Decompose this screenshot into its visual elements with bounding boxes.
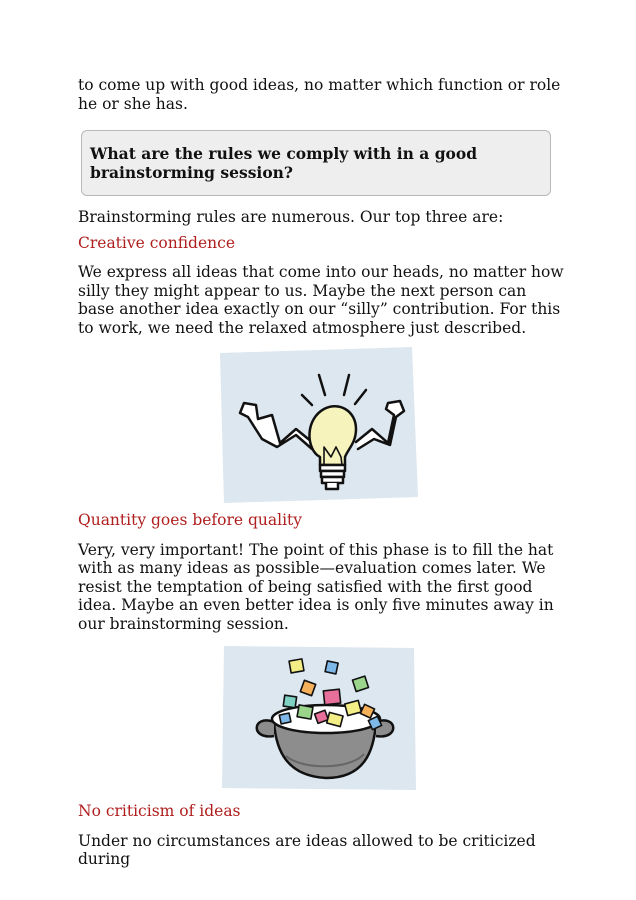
lead-paragraph: Brainstorming rules are numerous. Our top three are:	[78, 208, 504, 226]
strong-lightbulb-illustration	[214, 347, 420, 503]
pot-of-ideas-illustration	[222, 644, 418, 792]
question-callout-box	[81, 130, 551, 196]
section-heading-creative-confidence: Creative confidence	[78, 233, 235, 252]
section-body-quantity: Very, very important! The point of this phase is to fill the hat with as many ideas as possible—evaluation comes later. We resist the temptation of being satisfied with the first good idea. Maybe an even better idea is only five minutes away in our brainstorming session.	[78, 540, 554, 633]
section-heading-quantity: Quantity goes before quality	[78, 511, 303, 529]
section-body-no-criticism: Under no circumstances are ideas allowed to be criticized during	[78, 831, 536, 868]
document-page	[78, 76, 564, 869]
callout-question: What are the rules we comply with in a good brainstorming session?	[90, 144, 478, 182]
intro-paragraph: to come up with good ideas, no matter which function or role he or she has.	[78, 76, 561, 113]
section-heading-no-criticism: No criticism of ideas	[78, 802, 241, 820]
section-body-creative-confidence: We express all ideas that come into our heads, no matter how silly they might appear to us. Maybe the next person can base another idea exactly on our “silly” contribution. For this to work, we need the relaxed atmosphere just described.	[78, 263, 564, 337]
